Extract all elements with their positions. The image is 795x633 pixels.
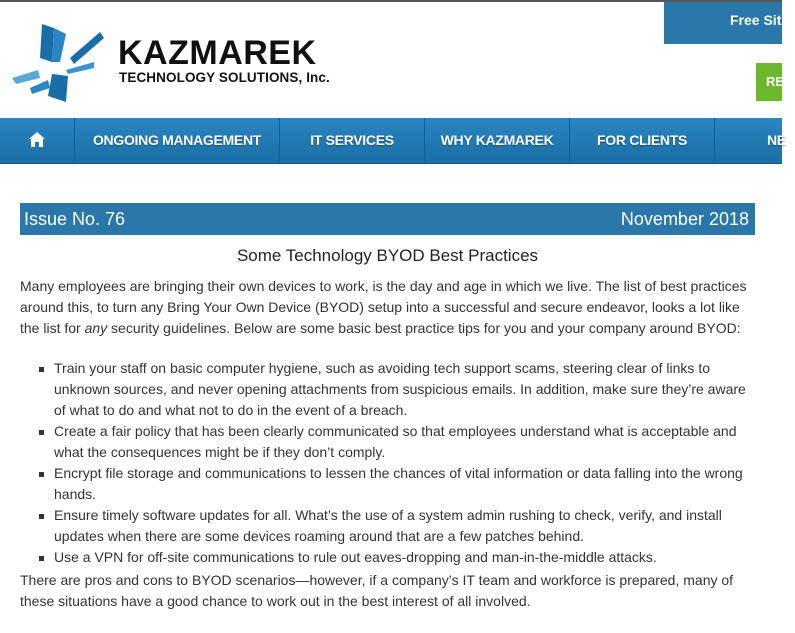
intro-text-2: security guidelines. Below are some basic best practice tips for you and your company around BYOD: bbox=[107, 320, 741, 336]
intro-paragraph bbox=[20, 276, 760, 339]
article-title: Some Technology BYOD Best Practices bbox=[236, 246, 539, 265]
nav-ongoing-management[interactable]: ONGOING MANAGEMENT bbox=[75, 118, 280, 163]
main-nav bbox=[0, 118, 786, 164]
green-cta-button[interactable]: RE bbox=[756, 63, 782, 101]
nav-it-services[interactable]: IT SERVICES bbox=[280, 118, 425, 163]
nav-why-kazmarek[interactable]: WHY KAZMAREK bbox=[425, 118, 570, 163]
intro-emphasis: any bbox=[84, 320, 108, 336]
brand-subtitle: TECHNOLOGY SOLUTIONS, Inc. bbox=[119, 70, 330, 85]
tips-list bbox=[20, 358, 760, 568]
site-header bbox=[0, 2, 790, 118]
closing-paragraph: There are pros and cons to BYOD scenarios—however, if a company’s IT team and workforce is prepared, many of these situations have a good chance to work out in the best interest of all involved. bbox=[20, 572, 734, 609]
tip-item: Create a fair policy that has been clearly communicated so that employees understand what is acceptable and what the consequences might be if they don’t comply. bbox=[54, 421, 760, 463]
intro-text-1: Many employees are bringing their own devices to work, is the day and age in which we live. The list of best practices around this, to turn any Bring Your Own Device (BYOD) setup into a successful and secure endeavor, looks a lot like the list for bbox=[20, 278, 747, 336]
article-body bbox=[20, 276, 760, 612]
tip-item: Use a VPN for off-site communications to rule out eaves-dropping and man-in-the-middle attacks. bbox=[54, 547, 760, 568]
issue-bar bbox=[20, 203, 755, 235]
kazmarek-logo-icon[interactable] bbox=[8, 22, 108, 104]
nav-next-item[interactable]: NE bbox=[767, 132, 786, 148]
tip-item: Encrypt file storage and communications to lessen the chances of vital information or data falling into the wrong hands. bbox=[54, 463, 760, 505]
nav-for-clients[interactable]: FOR CLIENTS bbox=[570, 118, 715, 163]
nav-home[interactable] bbox=[0, 118, 75, 163]
brand-name[interactable]: KAZMAREK bbox=[118, 34, 317, 72]
issue-number: Issue No. 76 bbox=[24, 209, 126, 229]
issue-date: November 2018 bbox=[620, 209, 749, 229]
tip-item: Ensure timely software updates for all. What’s the use of a system admin rushing to check, verify, and install updates when there are some devices roaming around that are a few patches behind. bbox=[54, 505, 760, 547]
tip-item: Train your staff on basic computer hygiene, such as avoiding tech support scams, steering clear of links to unknown sources, and never opening attachments from suspicious emails. In addition, make sure they’re aware of what to do and what not to do in the event of a breach. bbox=[54, 358, 760, 421]
home-icon bbox=[29, 132, 45, 147]
free-site-button[interactable]: Free Site bbox=[664, 2, 782, 44]
